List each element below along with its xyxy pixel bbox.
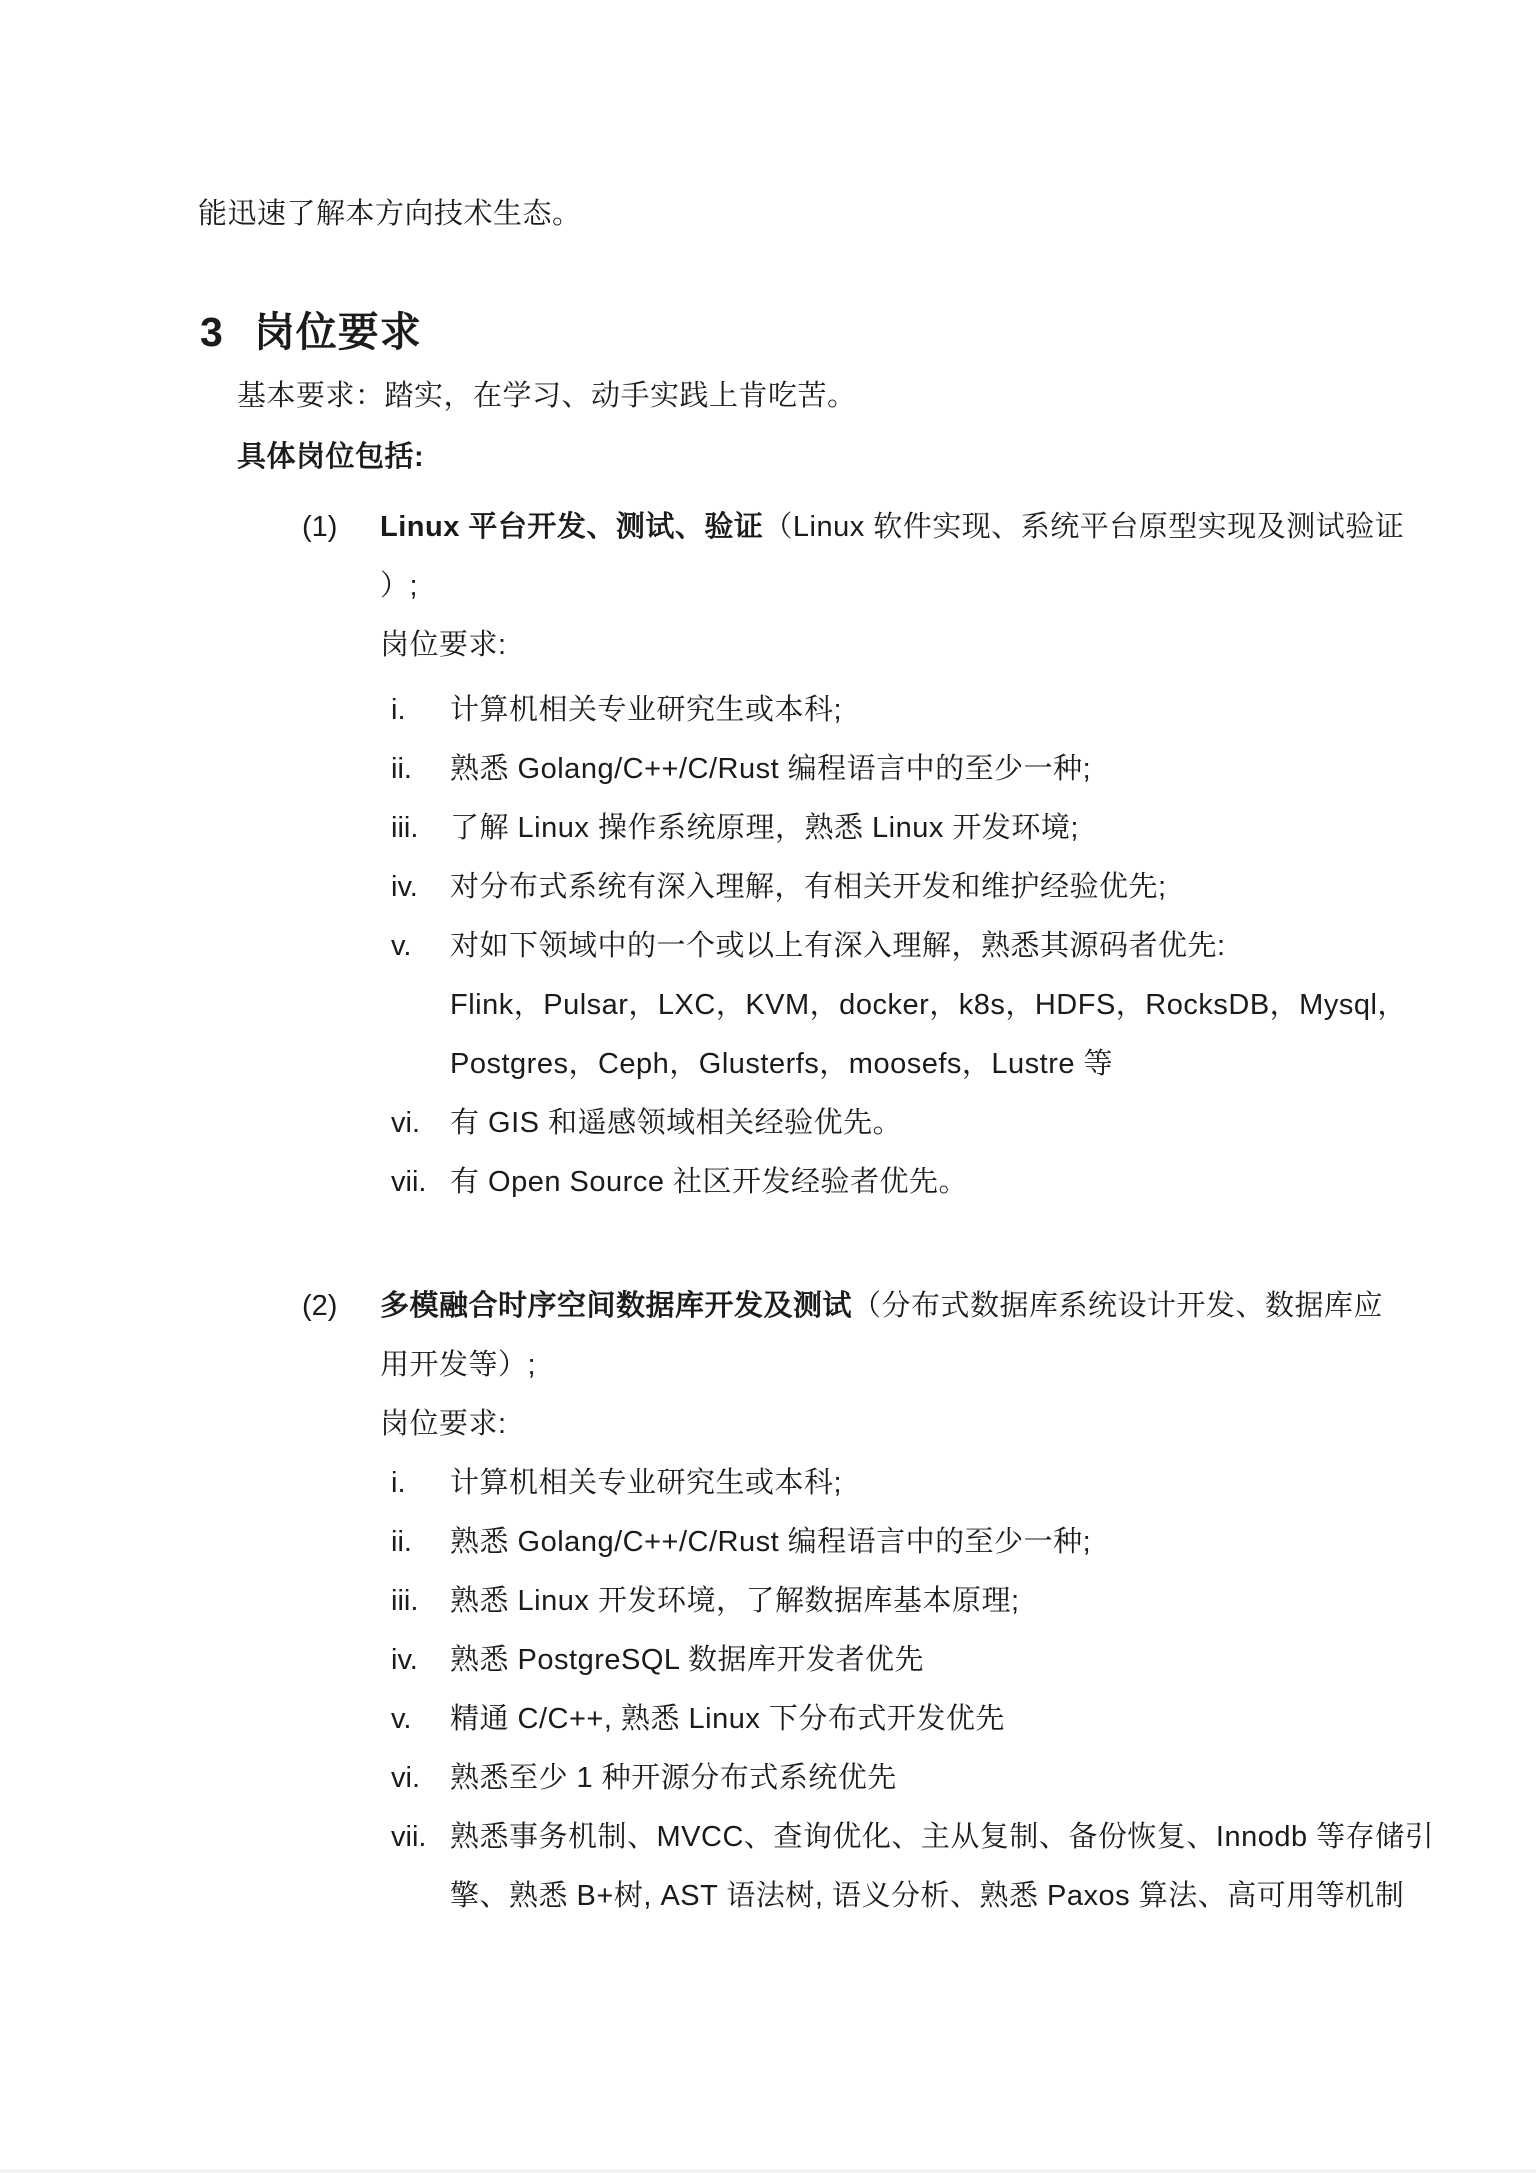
job2-item-i-num: i. (391, 1467, 406, 1499)
job2-item-v-num: v. (391, 1703, 412, 1735)
job1-item-ii (391, 739, 1091, 799)
job2-item-ii (391, 1512, 1091, 1572)
job2-requirements-label: 岗位要求: (380, 1408, 507, 1440)
job2-item-iii-num: iii. (391, 1585, 419, 1617)
job2-name: 多模融合时序空间数据库开发及测试 (380, 1290, 853, 1322)
job1-item-ii-text: 熟悉 Golang/C++/C/Rust 编程语言中的至少一种; (450, 753, 1092, 785)
job1-item-vi-text: 有 GIS 和遥感领域相关经验优先。 (450, 1107, 903, 1139)
job2-desc-part2: 用开发等）; (380, 1349, 537, 1381)
intro-line: 能迅速了解本方向技术生态。 (198, 198, 582, 230)
job1-item-i (391, 680, 842, 740)
job2-item-vii (391, 1807, 1434, 1867)
job2-item-iii-text: 熟悉 Linux 开发环境，了解数据库基本原理; (450, 1585, 1020, 1617)
job2-item-iv-text: 熟悉 PostgreSQL 数据库开发者优先 (450, 1644, 925, 1676)
job2-marker: (2) (302, 1290, 338, 1322)
job2-item-vi-text: 熟悉至少 1 种开源分布式系统优先 (450, 1762, 897, 1794)
job2-desc-part1: （分布式数据库系统设计开发、数据库应 (852, 1290, 1384, 1322)
job1-title-line (302, 497, 1404, 557)
job1-item-ii-num: ii. (391, 753, 412, 785)
job2-item-i-text: 计算机相关专业研究生或本科; (450, 1467, 843, 1499)
job2-item-iv-num: iv. (391, 1644, 418, 1676)
basic-requirement-line: 基本要求：踏实，在学习、动手实践上肯吃苦。 (237, 380, 857, 412)
job1-requirements-label: 岗位要求: (380, 629, 507, 661)
job1-desc-part2: ）; (380, 570, 419, 602)
job1-item-i-num: i. (391, 694, 406, 726)
job1-item-iv-text: 对分布式系统有深入理解，有相关开发和维护经验优先; (450, 871, 1167, 903)
job1-item-vii-num: vii. (391, 1166, 427, 1198)
job1-item-vi (391, 1093, 902, 1153)
job1-desc-part1: （Linux 软件实现、系统平台原型实现及测试验证 (763, 511, 1405, 543)
job2-item-v (391, 1689, 1005, 1749)
job1-name: Linux 平台开发、测试、验证 (380, 511, 764, 543)
job1-marker: (1) (302, 511, 338, 543)
job2-title-line (302, 1276, 1383, 1336)
job1-item-vii-text: 有 Open Source 社区开发经验者优先。 (450, 1166, 968, 1198)
job1-item-vi-num: vi. (391, 1107, 420, 1139)
section-heading-title: 岗位要求 (253, 309, 422, 355)
job2-item-vi (391, 1748, 897, 1808)
page-bottom-edge (0, 2169, 1536, 2173)
job2-item-ii-num: ii. (391, 1526, 412, 1558)
job1-item-iv (391, 857, 1167, 917)
job2-item-iii (391, 1571, 1020, 1631)
section-heading-number: 3 (200, 309, 224, 355)
job2-item-ii-text: 熟悉 Golang/C++/C/Rust 编程语言中的至少一种; (450, 1526, 1092, 1558)
job1-item-v-num: v. (391, 930, 412, 962)
job1-item-iii (391, 798, 1079, 858)
job1-item-v-cont2: Postgres，Ceph，Glusterfs，moosefs，Lustre 等 (450, 1048, 1114, 1080)
job2-item-vii-text: 熟悉事务机制、MVCC、查询优化、主从复制、备份恢复、Innodb 等存储引 (450, 1821, 1435, 1853)
job2-item-vii-num: vii. (391, 1821, 427, 1853)
job2-item-vii-cont1: 擎、熟悉 B+树, AST 语法树, 语义分析、熟悉 Paxos 算法、高可用等机制 (450, 1880, 1405, 1912)
job1-item-iii-text: 了解 Linux 操作系统原理，熟悉 Linux 开发环境; (450, 812, 1079, 844)
job1-item-v (391, 916, 1226, 976)
job1-item-iv-num: iv. (391, 871, 418, 903)
job2-item-i (391, 1453, 842, 1513)
job2-item-vi-num: vi. (391, 1762, 420, 1794)
job1-item-v-cont1: Flink，Pulsar，LXC，KVM，docker，k8s，HDFS，RocksDB，Mysql， (450, 989, 1407, 1021)
job1-item-v-text: 对如下领域中的一个或以上有深入理解，熟悉其源码者优先: (450, 930, 1226, 962)
job1-item-iii-num: iii. (391, 812, 419, 844)
job2-item-iv (391, 1630, 924, 1690)
positions-label: 具体岗位包括: (237, 441, 425, 473)
section-heading (200, 302, 422, 362)
job1-item-i-text: 计算机相关专业研究生或本科; (450, 694, 843, 726)
job2-item-v-text: 精通 C/C++, 熟悉 Linux 下分布式开发优先 (450, 1703, 1005, 1735)
job1-item-vii (391, 1152, 968, 1212)
